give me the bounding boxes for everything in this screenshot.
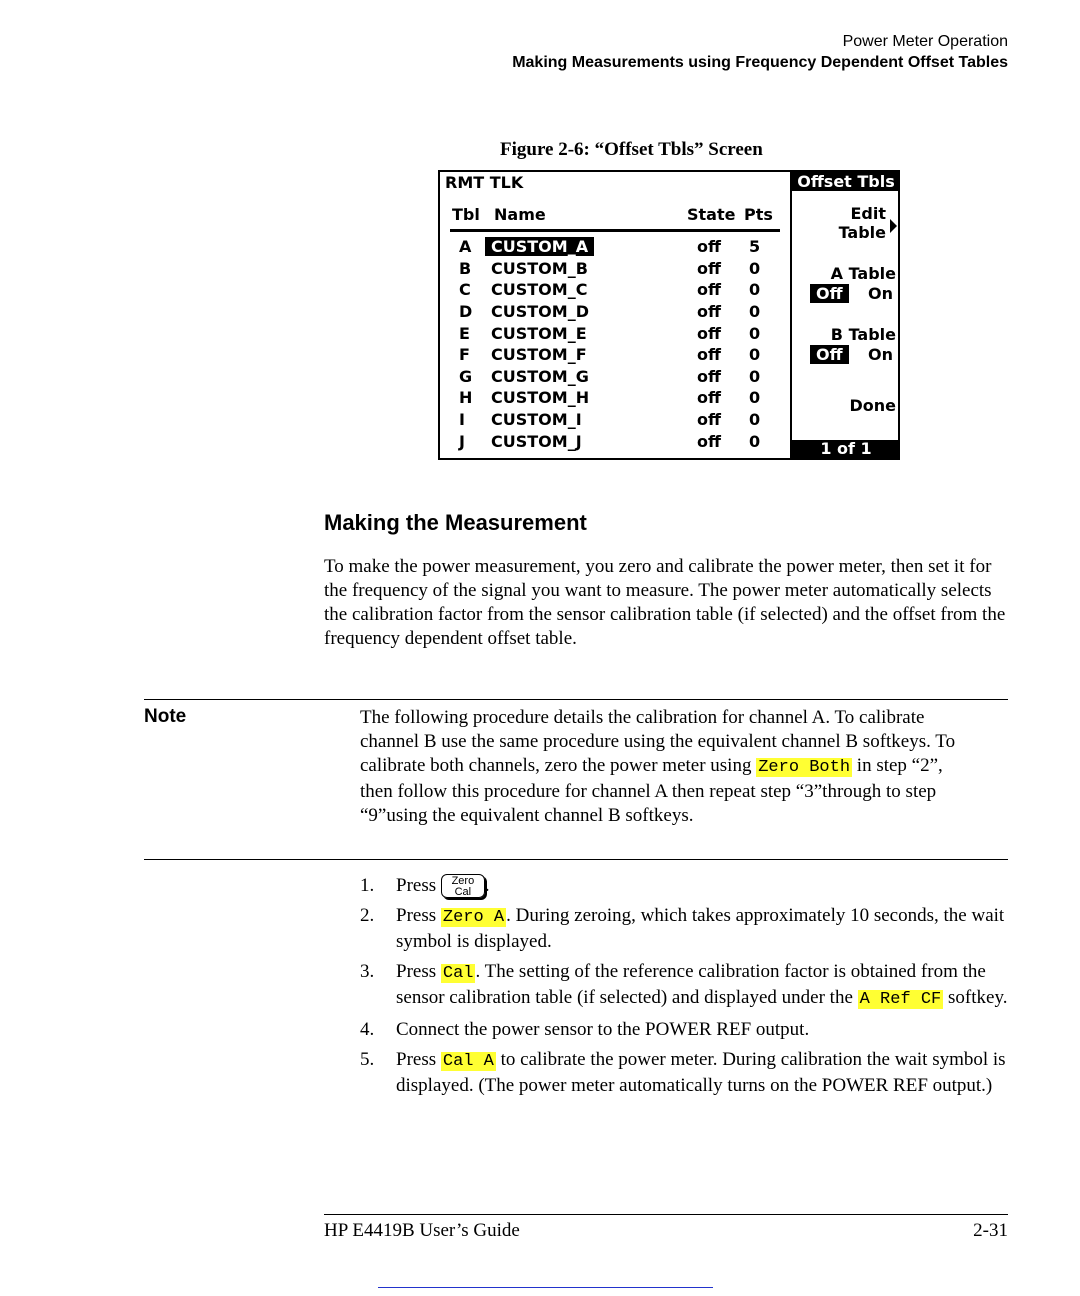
table-row <box>440 432 790 453</box>
instrument-screen <box>438 170 900 460</box>
hardkey-top-label: Zero <box>451 875 475 887</box>
row-name-selected: CUSTOM_A <box>485 237 594 256</box>
a-table-toggle <box>810 284 893 303</box>
b-table-off: Off <box>810 345 849 364</box>
zero-cal-key-icon <box>441 874 485 898</box>
row-name: CUSTOM_E <box>491 324 587 343</box>
row-state: off <box>697 345 721 364</box>
row-id: B <box>459 259 472 278</box>
row-state: off <box>697 302 721 321</box>
b-table-toggle <box>810 345 893 364</box>
row-id: C <box>459 280 471 299</box>
row-name: CUSTOM_I <box>491 410 582 429</box>
step-text: Press <box>396 1049 441 1070</box>
row-name: CUSTOM_F <box>491 345 587 364</box>
submenu-arrow-icon <box>890 219 897 233</box>
step-text: . The setting of the reference calibration factor is obtained from the sensor calibration table (if selected) and displayed under the <box>396 961 986 1008</box>
note-text <box>360 706 980 828</box>
softkey-cal-a: Cal A <box>442 1052 494 1071</box>
row-id: F <box>459 345 470 364</box>
row-id: G <box>459 367 473 386</box>
row-pts: 0 <box>749 302 761 321</box>
row-pts: 0 <box>749 388 761 407</box>
row-id: H <box>459 388 473 407</box>
step-text: Press <box>396 905 441 926</box>
running-header-subsection: Making Measurements using Frequency Dependent Offset Tables <box>512 54 1008 71</box>
note-text-part1: The following procedure details the calibration for channel A. To calibrate channel B use the same procedure using the equivalent channel B softkeys. To calibrate both channels, zero the power meter using <box>360 707 956 776</box>
row-id: J <box>459 432 465 451</box>
step-1 <box>360 874 1010 898</box>
step-number: 3. <box>360 961 375 982</box>
col-header-tbl: Tbl <box>452 205 480 224</box>
table-row <box>440 410 790 431</box>
softkey-zero-both: Zero Both <box>758 758 851 777</box>
col-header-name: Name <box>494 205 546 224</box>
table-row <box>440 324 790 345</box>
row-name: CUSTOM_D <box>491 302 589 321</box>
softkey-a-ref-cf: A Ref CF <box>859 990 942 1009</box>
step-text: Connect the power sensor to the POWER REF output. <box>396 1019 810 1040</box>
row-state: off <box>697 237 721 256</box>
step-text: Press <box>396 875 441 896</box>
note-bottom-rule <box>144 859 1008 860</box>
softkey-edit-line2: Table <box>838 223 886 242</box>
row-pts: 0 <box>749 259 761 278</box>
step-text: . <box>484 875 490 896</box>
step-2 <box>360 904 1010 954</box>
section-heading: Making the Measurement <box>324 510 587 535</box>
col-header-state: State <box>687 205 736 224</box>
row-name: CUSTOM_H <box>491 388 590 407</box>
row-name: CUSTOM_B <box>491 259 588 278</box>
row-pts: 0 <box>749 367 761 386</box>
step-text: . During zeroing, which takes approximately 10 seconds, the wait symbol is displayed. <box>396 905 1005 952</box>
footer-rule <box>324 1214 1008 1215</box>
hardkey-bottom-label: Cal <box>454 886 472 898</box>
figure-caption: Figure 2-6: “Offset Tbls” Screen <box>500 139 763 160</box>
row-name: CUSTOM_C <box>491 280 588 299</box>
b-table-on: On <box>868 345 893 364</box>
step-text: to calibrate the power meter. During calibration the wait symbol is displayed. (The power meter automatically turns on the POWER REF output.) <box>396 1049 1006 1096</box>
softkey-a-table-label: A Table <box>830 264 896 283</box>
step-number: 1. <box>360 875 375 896</box>
step-text: softkey. <box>943 987 1008 1008</box>
row-name: CUSTOM_G <box>491 367 589 386</box>
row-pts: 0 <box>749 280 761 299</box>
a-table-on: On <box>868 284 893 303</box>
softkey-zero-a: Zero A <box>442 908 505 927</box>
row-state: off <box>697 410 721 429</box>
row-id: E <box>459 324 470 343</box>
row-pts: 0 <box>749 345 761 364</box>
screen-status: RMT TLK <box>445 173 524 192</box>
procedure-steps <box>360 874 1010 1104</box>
screen-menu-title: Offset Tbls <box>792 172 900 191</box>
table-row <box>440 345 790 366</box>
row-pts: 5 <box>749 237 761 256</box>
table-row <box>440 280 790 301</box>
step-4 <box>360 1018 1010 1042</box>
table-row <box>440 388 790 409</box>
row-state: off <box>697 324 721 343</box>
bottom-link-line <box>378 1287 713 1288</box>
row-id: D <box>459 302 473 321</box>
row-name: CUSTOM_J <box>491 432 582 451</box>
row-state: off <box>697 280 721 299</box>
row-pts: 0 <box>749 410 761 429</box>
page-number: 2-31 <box>973 1220 1008 1241</box>
softkey-b-table-label: B Table <box>830 325 896 344</box>
row-state: off <box>697 388 721 407</box>
step-text: Press <box>396 961 441 982</box>
section-paragraph: To make the power measurement, you zero and calibrate the power meter, then set it for the frequency of the signal you want to measure. The power meter automatically selects the calibration factor from the sensor calibration table (if selected) and the offset from the frequency dependent offset table. <box>324 556 1006 649</box>
a-table-off: Off <box>810 284 849 303</box>
note-label: Note <box>144 706 187 727</box>
screen-divider <box>790 172 792 460</box>
softkey-edit-line1: Edit <box>850 204 886 223</box>
note-top-rule <box>144 699 1008 700</box>
row-pts: 0 <box>749 432 761 451</box>
table-row <box>440 259 790 280</box>
table-header-rule <box>450 229 780 232</box>
step-3 <box>360 960 1010 1012</box>
row-id: I <box>459 410 465 429</box>
row-state: off <box>697 259 721 278</box>
note-text-part2: in step “2”, then follow this procedure for channel A then repeat step “3”through to step “9”using the equivalent channel B softkeys. <box>360 755 943 826</box>
row-state: off <box>697 432 721 451</box>
table-row <box>440 237 790 258</box>
step-number: 5. <box>360 1049 375 1070</box>
footer-title: HP E4419B User’s Guide <box>324 1220 520 1241</box>
table-row <box>440 367 790 388</box>
softkey-done: Done <box>849 396 896 415</box>
table-row <box>440 302 790 323</box>
running-header-section: Power Meter Operation <box>842 33 1008 50</box>
row-state: off <box>697 367 721 386</box>
page-indicator: 1 of 1 <box>792 440 900 458</box>
row-pts: 0 <box>749 324 761 343</box>
row-id: A <box>459 237 472 256</box>
step-number: 4. <box>360 1019 375 1040</box>
col-header-pts: Pts <box>744 205 773 224</box>
step-5 <box>360 1048 1010 1098</box>
step-number: 2. <box>360 905 375 926</box>
softkey-cal: Cal <box>442 964 474 983</box>
